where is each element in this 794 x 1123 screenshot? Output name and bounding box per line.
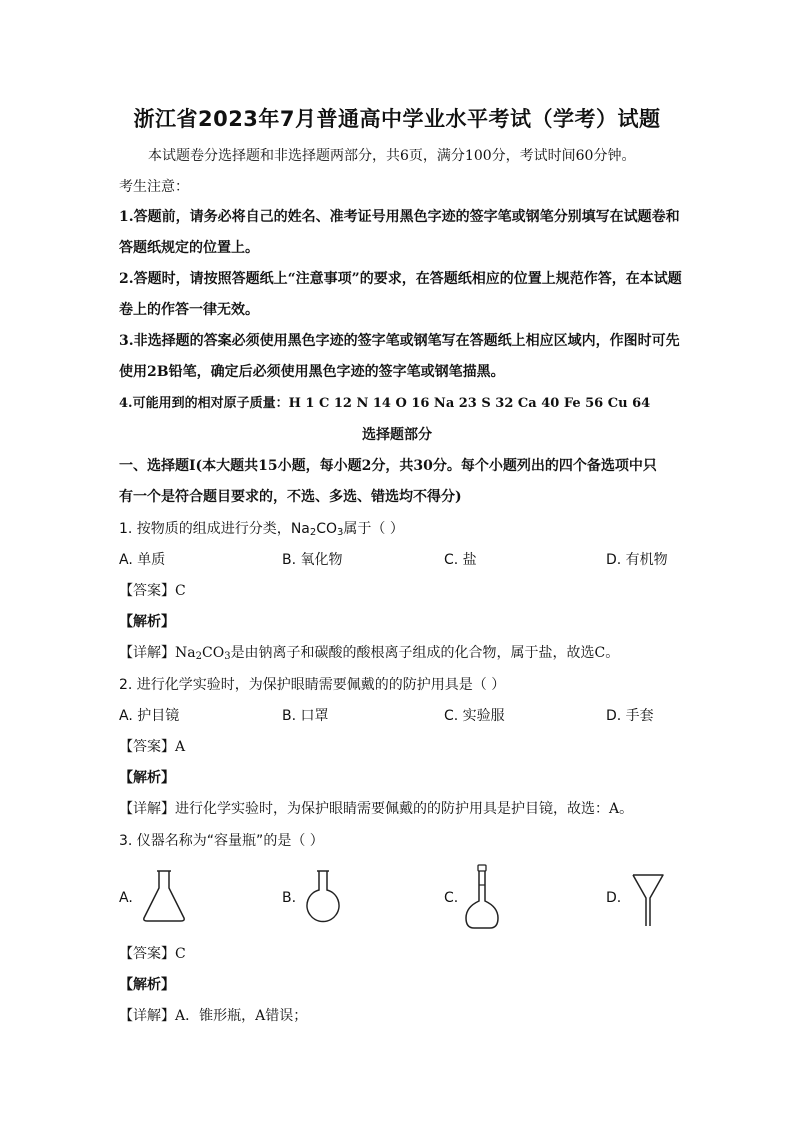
question-1-option-b: B. 氧化物 [282,552,343,568]
question-3-option-c-label: C. [444,890,459,906]
question-2-stem: 2. 进行化学实验时，为保护眼睛需要佩戴的的防护用具是（ ） [119,677,506,693]
question-1-stem: 1. 按物质的组成进行分类，$Na_2CO_3$属于（ ） [119,521,404,538]
question-3-option-d-label: D. [606,890,622,906]
question-2-option-d: D. 手套 [606,708,654,724]
question-2-option-c: C. 实验服 [444,708,505,724]
question-1-option-a: A. 单质 [119,552,166,568]
conical-flask-icon [140,868,188,924]
question-1-option-c: C. 盐 [444,552,477,568]
notice-line-atomic-mass: 4.可能用到的相对原子质量：H 1 C 12 N 14 O 16 Na 23 S 32 Ca 40 Fe 56 Cu 64 [119,396,651,411]
question-3-analysis: 【解析】 [119,977,175,993]
notice-heading: 考生注意： [119,179,189,195]
question-3-detail: 【详解】A．锥形瓶，A错误； [119,1008,308,1024]
notice-line: 3.非选择题的答案必须使用黑色字迹的签字笔或钢笔写在答题纸上相应区域内，作图时可先 [119,333,680,349]
question-1-detail: 【详解】$Na_2CO_3$是由钠离子和碳酸的酸根离子组成的化合物，属于盐，故选C。 [119,645,620,662]
part-instruction: 一、选择题Ⅰ(本大题共15小题，每小题2分，共30分。每个小题列出的四个备选项中只 [119,458,657,474]
question-2-option-b: B. 口罩 [282,708,329,724]
part-instruction: 有一个是符合题目要求的，不选、多选、错选均不得分) [119,489,462,505]
question-2-answer: 【答案】A [119,739,186,755]
page-title: 浙江省2023年7月普通高中学业水平考试（学考）试题 [133,107,661,131]
question-3-option-a-label: A. [119,890,133,906]
notice-line: 答题纸规定的位置上。 [119,240,259,256]
section-title: 选择题部分 [362,427,432,443]
question-1-option-d: D. 有机物 [606,552,668,568]
round-bottom-flask-icon [302,868,344,928]
intro-text: 本试题卷分选择题和非选择题两部分，共6页，满分100分，考试时间60分钟。 [148,148,636,164]
funnel-icon [630,872,666,928]
question-3-answer: 【答案】C [119,946,186,962]
question-1-answer: 【答案】C [119,583,186,599]
question-3-option-b-label: B. [282,890,297,906]
question-1-analysis: 【解析】 [119,614,175,630]
notice-line: 1.答题前，请务必将自己的姓名、准考证号用黑色字迹的签字笔或钢笔分别填写在试题卷和 [119,209,680,225]
question-2-option-a: A. 护目镜 [119,708,180,724]
question-3-stem: 3. 仪器名称为“容量瓶”的是（ ） [119,833,324,849]
notice-line: 2.答题时，请按照答题纸上“注意事项”的要求，在答题纸相应的位置上规范作答，在本试题 [119,271,682,287]
notice-line: 使用2B铅笔，确定后必须使用黑色字迹的签字笔或钢笔描黑。 [119,364,505,380]
volumetric-flask-icon [462,863,502,931]
question-2-analysis: 【解析】 [119,770,175,786]
notice-line: 卷上的作答一律无效。 [119,302,259,318]
question-2-detail: 【详解】进行化学实验时，为保护眼睛需要佩戴的的防护用具是护目镜，故选：A。 [119,801,634,817]
